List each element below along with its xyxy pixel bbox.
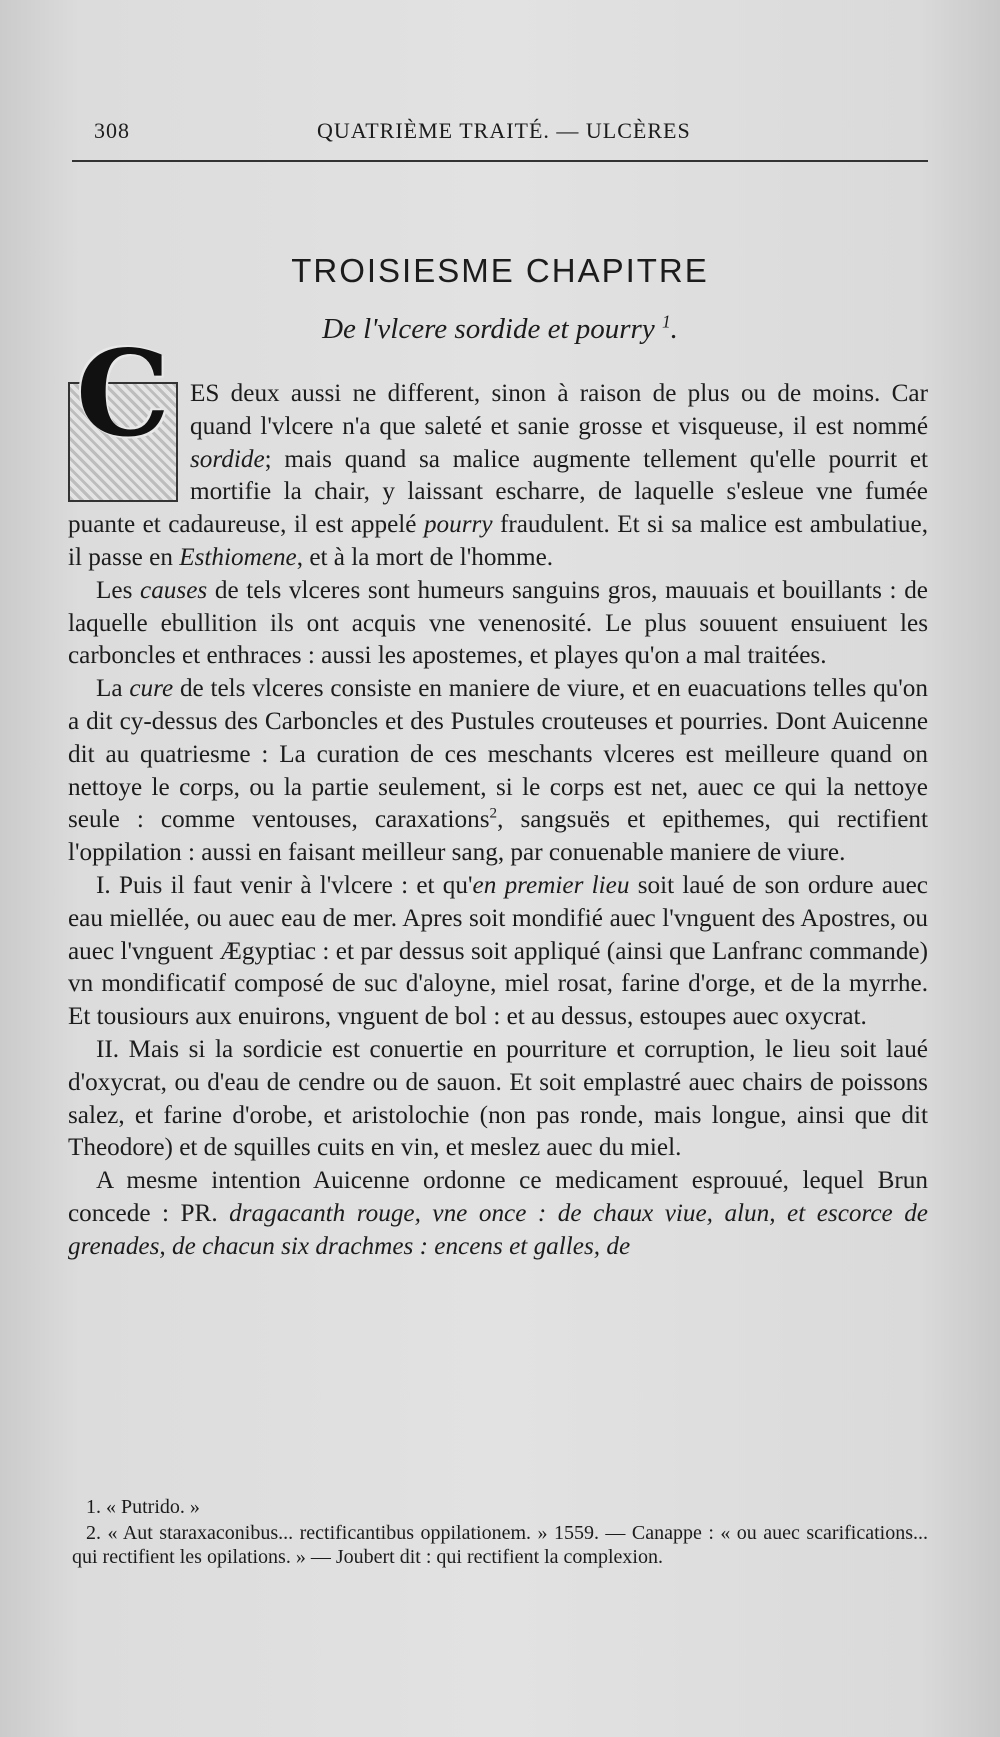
chapter-subtitle-end: . — [670, 313, 678, 345]
italic-term: sordide — [190, 445, 265, 473]
page-header — [72, 110, 928, 150]
italic-term: pourry — [423, 511, 493, 539]
paragraph-3 — [68, 673, 928, 870]
text-run: II. Mais si la sordicie est conuertie en pourriture et corruption, le lieu soit laué d'oxycrat, ou d'eau de cendre ou de sauon. Et soit emplastré auec chairs de poissons salez, et farine d'orobe, et aristolochie (non pas ronde, mais longue, ainsi que dit Theodore) et de squilles cuits en vin, et meslez auec du miel. — [68, 1035, 928, 1162]
footnote-ref-2: 2 — [489, 805, 498, 822]
text-run: ; mais quand sa malice augmente tellement qu'elle pourrit et mortifie la chair, y laissant escharre, de laquelle s'esleue vne fumée puante et cadaureuse, il est appelé — [68, 445, 928, 539]
chapter-title: TROISIESME CHAPITRE — [291, 252, 709, 289]
text-run: Les — [96, 576, 141, 604]
text-run: , et à la mort de l'homme. — [296, 543, 554, 571]
footnote-text: « Aut staraxaconibus... rectificantibus oppilationem. » 1559. — Canappe : « ou auec scarifications... qui rectifient les opilations. » — Joubert dit : qui rectifient la complexion. — [72, 1522, 928, 1568]
text-run: de tels vlceres sont humeurs sanguins gros, mauuais et bouillants : de laquelle ebullition ils ont acquis vne venenosité. Le plus souuent ensuiuent les carboncles et enthraces : aussi les apostemes, et playes qu'on a mal traitées. — [68, 576, 928, 670]
text-run: A mesme intention Auicenne ordonne ce medicament esprouué, lequel Brun concede : PR. — [68, 1167, 928, 1227]
paragraph-6 — [68, 1165, 928, 1263]
text-run: La — [96, 675, 130, 703]
italic-term: en premier lieu — [472, 871, 630, 899]
italic-term: dragacanth rouge, vne once : de chaux viue, alun, et escorce de grenades, de chacun six drachmes : encens et galles, de — [68, 1199, 928, 1260]
italic-term: cure — [129, 675, 174, 703]
text-run: fraudulent. Et si sa malice est ambulatiue, il passe en — [68, 511, 928, 571]
text-run: I. Puis il faut venir à l'vlcere : et qu' — [96, 871, 473, 899]
chapter-subtitle-text: De l'vlcere sordide et pourry — [322, 313, 655, 345]
text-run: ES deux aussi ne different, sinon à raison de plus ou de moins. Car quand l'vlcere n'a que saleté et sanie grosse et visqueuse, il est nommé — [190, 380, 928, 440]
paragraph-4 — [68, 870, 928, 1034]
footnote-ref-1: 1 — [661, 311, 671, 332]
running-head: QUATRIÈME TRAITÉ. — ULCÈRES — [317, 118, 691, 143]
footnote-2 — [72, 1521, 928, 1569]
footnotes — [72, 1495, 928, 1571]
ornamental-drop-cap — [68, 324, 178, 502]
page-number: 308 — [94, 118, 130, 143]
footnote-1 — [72, 1495, 928, 1519]
drop-cap-letter: C — [76, 324, 170, 463]
footnote-text: « Putrido. » — [106, 1496, 200, 1518]
text-run: , sangsuës et epithemes, qui rectifient l'oppilation : aussi en faisant meilleur sang, par conuenable maniere de viure. — [68, 806, 928, 867]
footnote-label: 1. — [86, 1496, 101, 1518]
text-run: de tels vlceres consiste en maniere de viure, et en euacuations telles qu'on a dit cy-dessus des Carboncles et des Pustules crouteuses et pourries. Dont Auicenne dit au quatriesme : La curation de ces meschants vlceres est meilleure quand on nettoye le corps, ou la partie seulement, si le corps est net, auec ce qui la nettoye seule : comme ventouses, caraxations — [68, 675, 928, 834]
paragraph-5 — [68, 1034, 928, 1165]
header-rule — [72, 160, 928, 162]
italic-term: Esthiomene — [179, 543, 297, 571]
paragraph-2 — [68, 575, 928, 673]
italic-term: causes — [140, 576, 208, 604]
footnote-label: 2. — [86, 1522, 101, 1544]
text-run: soit laué de son ordure auec eau miellée, ou auec eau de mer. Apres soit mondifié auec l'vnguent des Apostres, ou auec l'vnguent Ægyptiac : et par dessus soit appliqué (ainsi que Lanfranc commande) vn mondificatif composé de suc d'aloyne, miel rosat, farine d'orge, et de la myrrhe. Et tousiours aux enuirons, vnguent de bol : et au dessus, estoupes auec oxycrat. — [68, 871, 928, 1031]
